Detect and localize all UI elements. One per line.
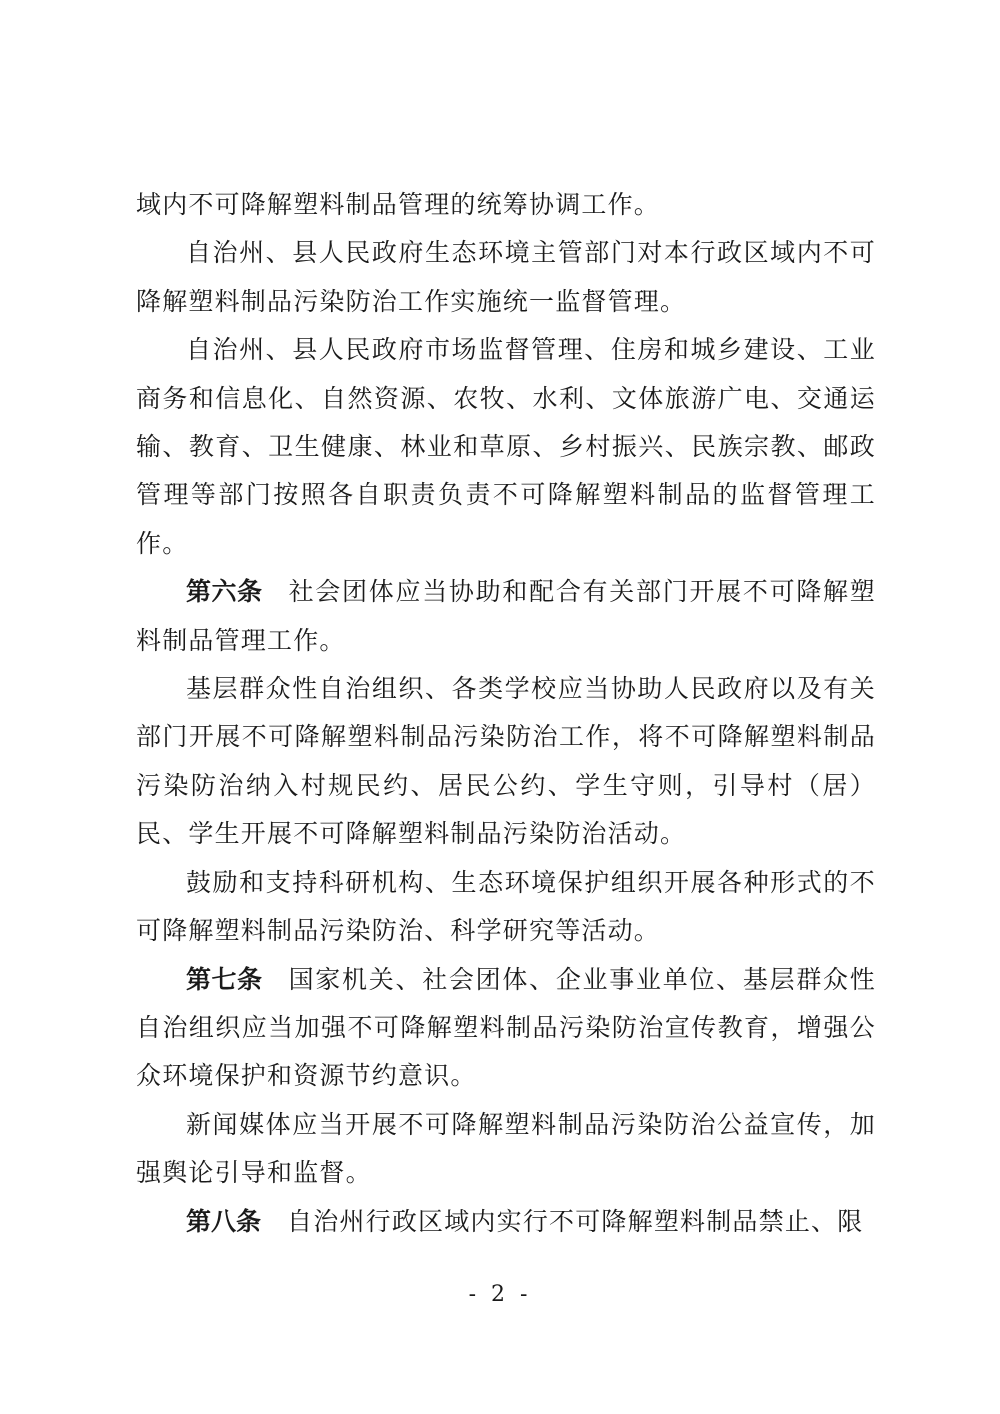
paragraph-text: 自治州行政区域内实行不可降解塑料制品禁止、限 xyxy=(287,1206,864,1236)
paragraph xyxy=(136,665,876,859)
paragraph-text: 社会团体应当协助和配合有关部门开展不可降解塑料制品管理工作。 xyxy=(136,577,876,655)
paragraph-continued xyxy=(136,181,876,229)
paragraph xyxy=(136,229,876,326)
paragraph-text: 鼓励和支持科研机构、生态环境保护组织开展各种形式的不可降解塑料制品污染防治、科学研究等活动。 xyxy=(136,867,876,946)
paragraph-text: 新闻媒体应当开展不可降解塑料制品污染防治公益宣传，加强舆论引导和监督。 xyxy=(136,1109,876,1188)
paragraph xyxy=(136,326,876,568)
paragraph-text: 自治州、县人民政府市场监督管理、住房和城乡建设、工业商务和信息化、自然资源、农牧、水利、文体旅游广电、交通运输、教育、卫生健康、林业和草原、乡村振兴、民族宗教、邮政管理等部门按照各自职责负责不可降解塑料制品的监督管理工作。 xyxy=(136,335,876,558)
article-heading: 第七条 xyxy=(186,964,263,994)
article-paragraph xyxy=(136,956,876,1101)
article-paragraph xyxy=(136,568,876,665)
paragraph xyxy=(136,859,876,956)
article-heading: 第六条 xyxy=(186,577,263,607)
paragraph-text: 域内不可降解塑料制品管理的统筹协调工作。 xyxy=(136,190,661,219)
paragraph-text: 自治州、县人民政府生态环境主管部门对本行政区域内不可降解塑料制品污染防治工作实施统一监督管理。 xyxy=(136,238,876,316)
paragraph xyxy=(136,1101,876,1198)
paragraph-text: 国家机关、社会团体、企业事业单位、基层群众性自治组织应当加强不可降解塑料制品污染防治宣传教育，增强公众环境保护和资源节约意识。 xyxy=(136,964,876,1091)
document-body xyxy=(136,181,876,1246)
page-number: - 2 - xyxy=(468,1282,532,1307)
article-paragraph xyxy=(136,1198,876,1246)
paragraph-text: 基层群众性自治组织、各类学校应当协助人民政府以及有关部门开展不可降解塑料制品污染防治工作，将不可降解塑料制品污染防治纳入村规民约、居民公约、学生守则，引导村（居）民、学生开展不可降解塑料制品污染防治活动。 xyxy=(136,674,876,849)
article-heading: 第八条 xyxy=(186,1206,262,1236)
